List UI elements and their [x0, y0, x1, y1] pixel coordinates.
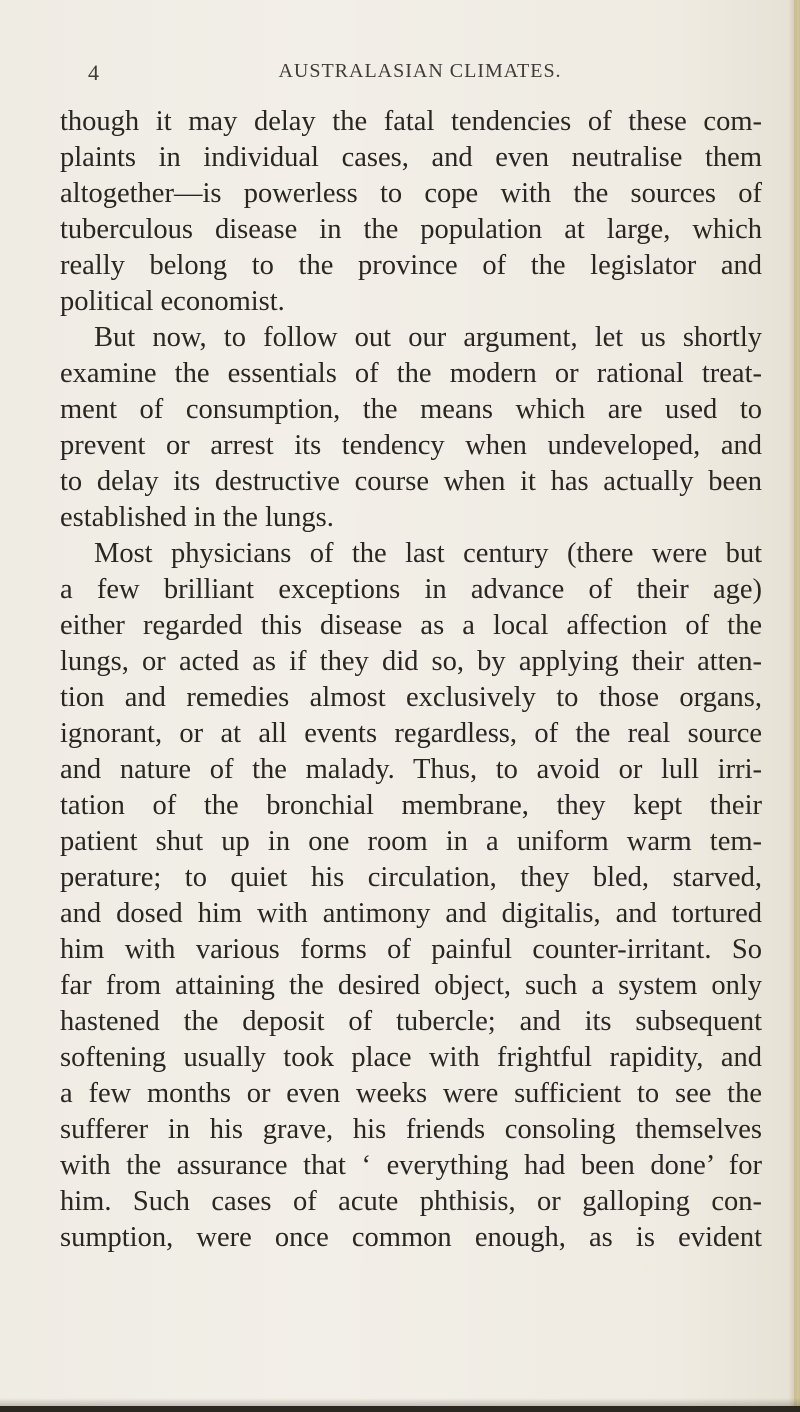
page-edge: [788, 0, 800, 1412]
text-line: and dosed him with antimony and digitalis, and tortured: [60, 898, 762, 929]
text-line: tion and remedies almost exclusively to those organs,: [60, 682, 762, 713]
text-line: sufferer in his grave, his friends consoling themselves: [60, 1114, 762, 1145]
text-line: either regarded this disease as a local affection of the: [60, 610, 762, 641]
text-line: far from attaining the desired object, such a system only: [60, 970, 762, 1001]
text-line: established in the lungs.: [60, 502, 334, 533]
text-line: altogether—is powerless to cope with the sources of: [60, 178, 762, 209]
text-line: prevent or arrest its tendency when undeveloped, and: [60, 430, 762, 461]
page-number: 4: [88, 60, 99, 85]
text-line: examine the essentials of the modern or rational treat-: [60, 358, 762, 389]
body-text: [60, 104, 762, 1256]
text-line: really belong to the province of the legislator and: [60, 250, 762, 281]
text-line: tation of the bronchial membrane, they kept their: [60, 790, 762, 821]
text-line: But now, to follow out our argument, let us shortly: [94, 322, 762, 353]
text-line: with the assurance that ‘ everything had been done’ for: [60, 1150, 762, 1181]
bottom-shadow: [0, 1398, 800, 1406]
text-line: hastened the deposit of tubercle; and its subsequent: [60, 1006, 762, 1037]
text-line: him. Such cases of acute phthisis, or galloping con-: [60, 1186, 762, 1217]
text-line: lungs, or acted as if they did so, by applying their atten-: [60, 646, 762, 677]
text-line: a few months or even weeks were sufficient to see the: [60, 1078, 762, 1109]
text-line: him with various forms of painful counter-irritant. So: [60, 934, 762, 965]
text-line: a few brilliant exceptions in advance of their age): [60, 574, 762, 605]
text-line: ignorant, or at all events regardless, of the real source: [60, 718, 762, 749]
text-line: patient shut up in one room in a uniform warm tem-: [60, 826, 762, 857]
page-edge-line: [794, 0, 797, 1412]
text-line: and nature of the malady. Thus, to avoid or lull irri-: [60, 754, 762, 785]
text-line: softening usually took place with frightful rapidity, and: [60, 1042, 762, 1073]
text-line: sumption, were once common enough, as is evident: [60, 1222, 762, 1253]
text-line: ment of consumption, the means which are used to: [60, 394, 762, 425]
running-head: AUSTRALASIAN CLIMATES.: [278, 60, 562, 82]
text-line: political economist.: [60, 286, 285, 317]
text-line: to delay its destructive course when it has actually been: [60, 466, 762, 497]
bottom-border: [0, 1406, 800, 1412]
text-line: tuberculous disease in the population at large, which: [60, 214, 762, 245]
text-line: plaints in individual cases, and even neutralise them: [60, 142, 762, 173]
text-line: though it may delay the fatal tendencies of these com-: [60, 106, 762, 137]
text-line: Most physicians of the last century (there were but: [94, 538, 762, 569]
text-line: perature; to quiet his circulation, they bled, starved,: [60, 862, 762, 893]
